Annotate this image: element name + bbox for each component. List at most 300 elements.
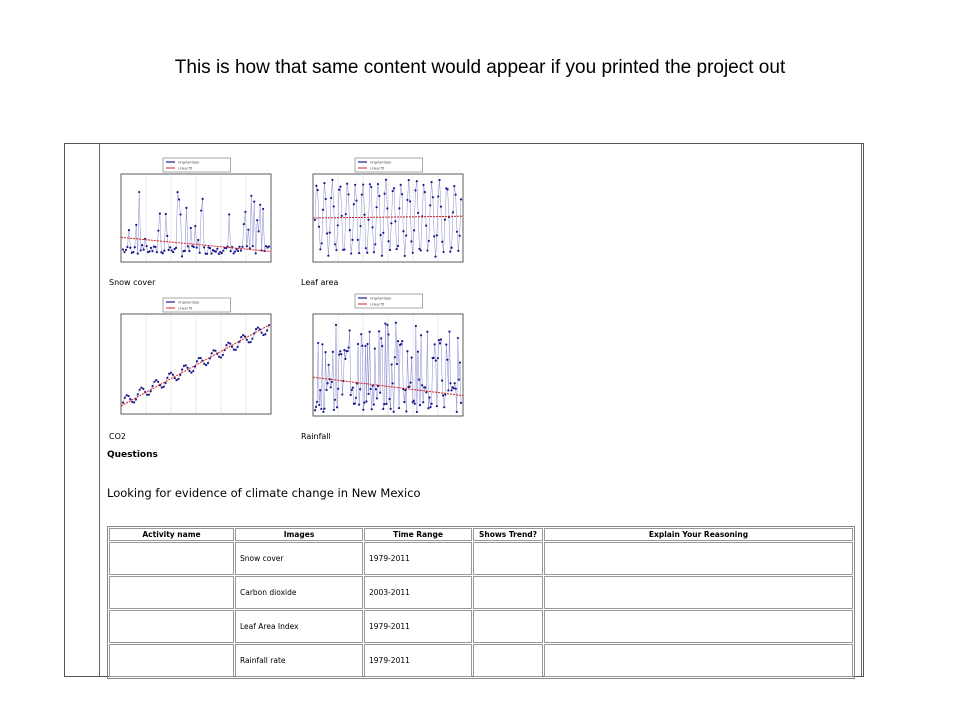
data-point	[398, 407, 400, 409]
data-point	[148, 394, 150, 396]
data-point	[317, 189, 319, 191]
data-point	[394, 356, 396, 358]
data-point	[188, 370, 190, 372]
data-point	[209, 247, 211, 249]
data-point	[401, 193, 403, 195]
data-point	[437, 195, 439, 197]
data-point	[151, 250, 153, 252]
data-point	[321, 343, 323, 345]
data-point	[129, 247, 131, 249]
data-point	[341, 215, 343, 217]
range-cell: 2003-2011	[364, 576, 472, 609]
data-point	[351, 239, 353, 241]
legend-box	[355, 294, 423, 308]
data-point	[168, 373, 170, 375]
data-point	[446, 359, 448, 361]
trend-cell[interactable]	[473, 542, 543, 575]
data-point	[192, 370, 194, 372]
data-point	[199, 252, 201, 254]
data-point	[196, 247, 198, 249]
data-point	[413, 229, 415, 231]
data-point	[128, 229, 130, 231]
data-point	[390, 408, 392, 410]
data-point	[251, 338, 253, 340]
data-point	[456, 231, 458, 233]
data-point	[447, 188, 449, 190]
header-shows-trend: Shows Trend?	[473, 528, 543, 541]
data-point	[133, 401, 135, 403]
data-point	[249, 341, 251, 343]
data-point	[448, 331, 450, 333]
data-point	[242, 334, 244, 336]
data-point	[441, 380, 443, 382]
data-point	[187, 367, 189, 369]
data-point	[369, 183, 371, 185]
data-point	[349, 229, 351, 231]
data-point	[159, 213, 161, 215]
data-point	[358, 404, 360, 406]
data-point	[176, 191, 178, 193]
document-title: Looking for evidence of climate change in New Mexico	[107, 486, 421, 500]
data-point	[403, 401, 405, 403]
data-point	[172, 374, 174, 376]
data-point	[429, 406, 431, 408]
data-point	[258, 230, 260, 232]
data-point	[327, 255, 329, 257]
data-point	[410, 240, 412, 242]
data-point	[417, 351, 419, 353]
data-point	[366, 252, 368, 254]
data-point	[344, 358, 346, 360]
data-point	[339, 350, 341, 352]
header-images: Images	[235, 528, 363, 541]
data-point	[390, 222, 392, 224]
data-point	[434, 256, 436, 258]
data-point	[433, 235, 435, 237]
data-point	[404, 255, 406, 257]
trend-cell[interactable]	[473, 610, 543, 643]
data-point	[408, 386, 410, 388]
data-point	[377, 183, 379, 185]
data-point	[151, 385, 153, 387]
data-point	[460, 402, 462, 404]
data-point	[170, 372, 172, 374]
data-point	[142, 388, 144, 390]
data-point	[241, 246, 243, 248]
data-point	[320, 408, 322, 410]
data-point	[414, 403, 416, 405]
data-point	[361, 194, 363, 196]
data-point	[134, 246, 136, 248]
data-point	[439, 342, 441, 344]
data-point	[326, 232, 328, 234]
data-point	[233, 348, 235, 350]
data-point	[456, 411, 458, 413]
data-point	[197, 239, 199, 241]
data-point	[323, 182, 325, 184]
activity-cell[interactable]	[109, 542, 234, 575]
data-point	[179, 213, 181, 215]
data-point	[205, 364, 207, 366]
data-point	[266, 329, 268, 331]
co2-plot	[109, 296, 277, 421]
data-point	[442, 251, 444, 253]
data-point	[441, 241, 443, 243]
data-point	[432, 196, 434, 198]
data-point	[366, 343, 368, 345]
data-point	[157, 381, 159, 383]
activity-cell[interactable]	[109, 610, 234, 643]
activity-table	[107, 526, 855, 679]
data-point	[406, 199, 408, 201]
reason-cell[interactable]	[544, 610, 853, 643]
data-point	[148, 250, 150, 252]
header-time-range: Time Range	[364, 528, 472, 541]
data-point	[404, 389, 406, 391]
data-point	[255, 328, 257, 330]
data-point	[253, 200, 255, 202]
data-point	[362, 183, 364, 185]
data-point	[132, 251, 134, 253]
data-point	[322, 411, 324, 413]
data-point	[321, 242, 323, 244]
data-point	[328, 364, 330, 366]
data-point	[163, 386, 165, 388]
data-point	[358, 252, 360, 254]
data-point	[418, 379, 420, 381]
data-point	[453, 185, 455, 187]
data-point	[397, 340, 399, 342]
data-point	[360, 333, 362, 335]
table-row	[109, 610, 853, 643]
data-point	[334, 399, 336, 401]
data-point	[247, 229, 249, 231]
data-point	[175, 247, 177, 249]
data-point	[240, 250, 242, 252]
data-point	[184, 250, 186, 252]
trend-cell[interactable]	[473, 576, 543, 609]
data-point	[222, 250, 224, 252]
data-point	[340, 353, 342, 355]
data-point	[428, 240, 430, 242]
data-point	[256, 219, 258, 221]
data-point	[363, 402, 365, 404]
data-point	[438, 339, 440, 341]
data-point	[394, 220, 396, 222]
data-point	[436, 234, 438, 236]
data-point	[425, 225, 427, 227]
data-point	[397, 245, 399, 247]
data-point	[380, 337, 382, 339]
data-point	[449, 251, 451, 253]
data-point	[384, 193, 386, 195]
data-point	[203, 363, 205, 365]
reason-cell[interactable]	[544, 644, 853, 677]
data-point	[376, 206, 378, 208]
data-point	[255, 252, 257, 254]
data-point	[405, 410, 407, 412]
table-row	[109, 576, 853, 609]
data-point	[325, 389, 327, 391]
data-point	[437, 357, 439, 359]
data-point	[449, 382, 451, 384]
data-point	[244, 335, 246, 337]
data-point	[457, 250, 459, 252]
printed-page	[64, 143, 864, 677]
data-point	[237, 250, 239, 252]
data-point	[341, 393, 343, 395]
data-point	[354, 184, 356, 186]
data-point	[396, 248, 398, 250]
data-point	[229, 342, 231, 344]
data-point	[200, 357, 202, 359]
legend-box	[163, 158, 231, 172]
data-point	[416, 180, 418, 182]
data-point	[373, 403, 375, 405]
data-point	[338, 354, 340, 356]
data-point	[349, 329, 351, 331]
data-point	[411, 356, 413, 358]
data-point	[382, 232, 384, 234]
data-point	[361, 345, 363, 347]
data-point	[392, 382, 394, 384]
table-row	[109, 644, 853, 677]
data-point	[122, 248, 124, 250]
data-point	[420, 249, 422, 251]
data-point	[451, 247, 453, 249]
questions-heading: Questions	[107, 450, 158, 460]
data-point	[345, 213, 347, 215]
data-point	[131, 401, 133, 403]
data-point	[331, 179, 333, 181]
data-point	[367, 393, 369, 395]
activity-cell[interactable]	[109, 576, 234, 609]
data-point	[318, 226, 320, 228]
data-point	[391, 363, 393, 365]
data-point	[427, 407, 429, 409]
data-point	[400, 343, 402, 345]
data-point	[393, 187, 395, 189]
data-point	[172, 251, 174, 253]
data-point	[244, 211, 246, 213]
data-point	[401, 340, 403, 342]
slide-title: This is how that same content would appear if you printed the project out	[174, 57, 786, 78]
legend-fit-label: Linear fit	[178, 306, 193, 311]
data-point	[352, 387, 354, 389]
data-point	[458, 379, 460, 381]
data-point	[141, 244, 143, 246]
data-point	[440, 338, 442, 340]
data-point	[365, 247, 367, 249]
data-point	[370, 186, 372, 188]
data-point	[123, 251, 125, 253]
data-point	[202, 198, 204, 200]
data-point	[424, 191, 426, 193]
data-point	[420, 334, 422, 336]
data-point	[430, 181, 432, 183]
data-point	[359, 388, 361, 390]
data-point	[421, 384, 423, 386]
data-point	[348, 346, 350, 348]
trend-cell[interactable]	[473, 644, 543, 677]
data-point	[185, 364, 187, 366]
data-point	[246, 245, 248, 247]
legend-fit-label: Linear fit	[178, 166, 193, 171]
data-point	[346, 350, 348, 352]
data-point	[440, 206, 442, 208]
data-point	[334, 243, 336, 245]
data-point	[315, 185, 317, 187]
data-point	[137, 252, 139, 254]
data-point	[357, 343, 359, 345]
data-point	[408, 179, 410, 181]
data-point	[367, 219, 369, 221]
table-row	[109, 542, 853, 575]
data-point	[412, 252, 414, 254]
data-point	[138, 191, 140, 193]
header-activity-name: Activity name	[109, 528, 234, 541]
data-point	[190, 372, 192, 374]
data-point	[374, 243, 376, 245]
data-point	[386, 207, 388, 209]
data-point	[332, 351, 334, 353]
data-point	[426, 249, 428, 251]
data-point	[206, 253, 208, 255]
data-point	[155, 379, 157, 381]
data-point	[343, 349, 345, 351]
data-point	[228, 213, 230, 215]
data-point	[181, 368, 183, 370]
co2-figure	[109, 296, 277, 421]
data-point	[163, 250, 165, 252]
data-point	[346, 183, 348, 185]
data-point	[234, 250, 236, 252]
data-point	[337, 388, 339, 390]
data-point	[405, 234, 407, 236]
data-point	[382, 408, 384, 410]
data-point	[222, 354, 224, 356]
rainfall-caption: Rainfall	[301, 432, 331, 441]
data-point	[262, 208, 264, 210]
data-point	[225, 344, 227, 346]
data-point	[185, 207, 187, 209]
data-point	[327, 382, 329, 384]
reason-cell[interactable]	[544, 542, 853, 575]
data-point	[455, 388, 457, 390]
data-point	[323, 408, 325, 410]
data-point	[261, 332, 263, 334]
legend-data-label: Original Data	[178, 160, 200, 165]
data-point	[322, 209, 324, 211]
data-point	[396, 363, 398, 365]
data-point	[429, 204, 431, 206]
image-cell: Snow cover	[235, 542, 363, 575]
data-point	[378, 195, 380, 197]
data-point	[409, 382, 411, 384]
data-point	[145, 245, 147, 247]
data-point	[375, 388, 377, 390]
data-point	[416, 411, 418, 413]
data-point	[393, 411, 395, 413]
data-point	[314, 219, 316, 221]
data-point	[333, 409, 335, 411]
data-point	[139, 389, 141, 391]
rainfall-figure	[301, 292, 469, 422]
data-point	[355, 397, 357, 399]
data-point	[157, 230, 159, 232]
data-point	[207, 362, 209, 364]
data-point	[422, 401, 424, 403]
data-point	[362, 409, 364, 411]
data-point	[386, 324, 388, 326]
data-point	[221, 252, 223, 254]
data-point	[194, 225, 196, 227]
data-point	[347, 193, 349, 195]
data-point	[335, 324, 337, 326]
data-point	[380, 234, 382, 236]
data-point	[231, 346, 233, 348]
data-point	[329, 232, 331, 234]
data-point	[243, 223, 245, 225]
data-point	[371, 408, 373, 410]
data-point	[246, 339, 248, 341]
data-point	[398, 207, 400, 209]
data-point	[143, 248, 145, 250]
data-point	[319, 389, 321, 391]
image-cell: Rainfall rate	[235, 644, 363, 677]
data-point	[129, 398, 131, 400]
data-point	[137, 393, 139, 395]
data-point	[150, 390, 152, 392]
data-point	[331, 381, 333, 383]
header-explain-reasoning: Explain Your Reasoning	[544, 528, 853, 541]
data-point	[355, 199, 357, 201]
snow-cover-plot	[109, 156, 277, 268]
legend-data-label: Original Data	[370, 296, 392, 301]
data-point	[442, 394, 444, 396]
data-point	[435, 359, 437, 361]
legend-data-label: Original Data	[370, 160, 392, 165]
leaf-area-plot	[301, 156, 469, 268]
data-point	[445, 343, 447, 345]
data-point	[178, 198, 180, 200]
data-point	[166, 377, 168, 379]
activity-cell[interactable]	[109, 644, 234, 677]
data-point	[250, 195, 252, 197]
data-point	[417, 212, 419, 214]
data-point	[400, 184, 402, 186]
data-point	[369, 331, 371, 333]
data-point	[171, 249, 173, 251]
data-point	[343, 248, 345, 250]
data-point	[414, 189, 416, 191]
leaf-area-figure	[301, 156, 469, 268]
data-point	[371, 226, 373, 228]
reason-cell[interactable]	[544, 576, 853, 609]
data-point	[259, 204, 261, 206]
data-point	[335, 249, 337, 251]
table-header-row	[109, 528, 853, 541]
data-point	[216, 248, 218, 250]
data-point	[215, 251, 217, 253]
data-point	[264, 333, 266, 335]
data-point	[350, 252, 352, 254]
data-point	[450, 389, 452, 391]
data-point	[424, 386, 426, 388]
data-point	[336, 406, 338, 408]
data-point	[314, 409, 316, 411]
data-point	[354, 402, 356, 404]
